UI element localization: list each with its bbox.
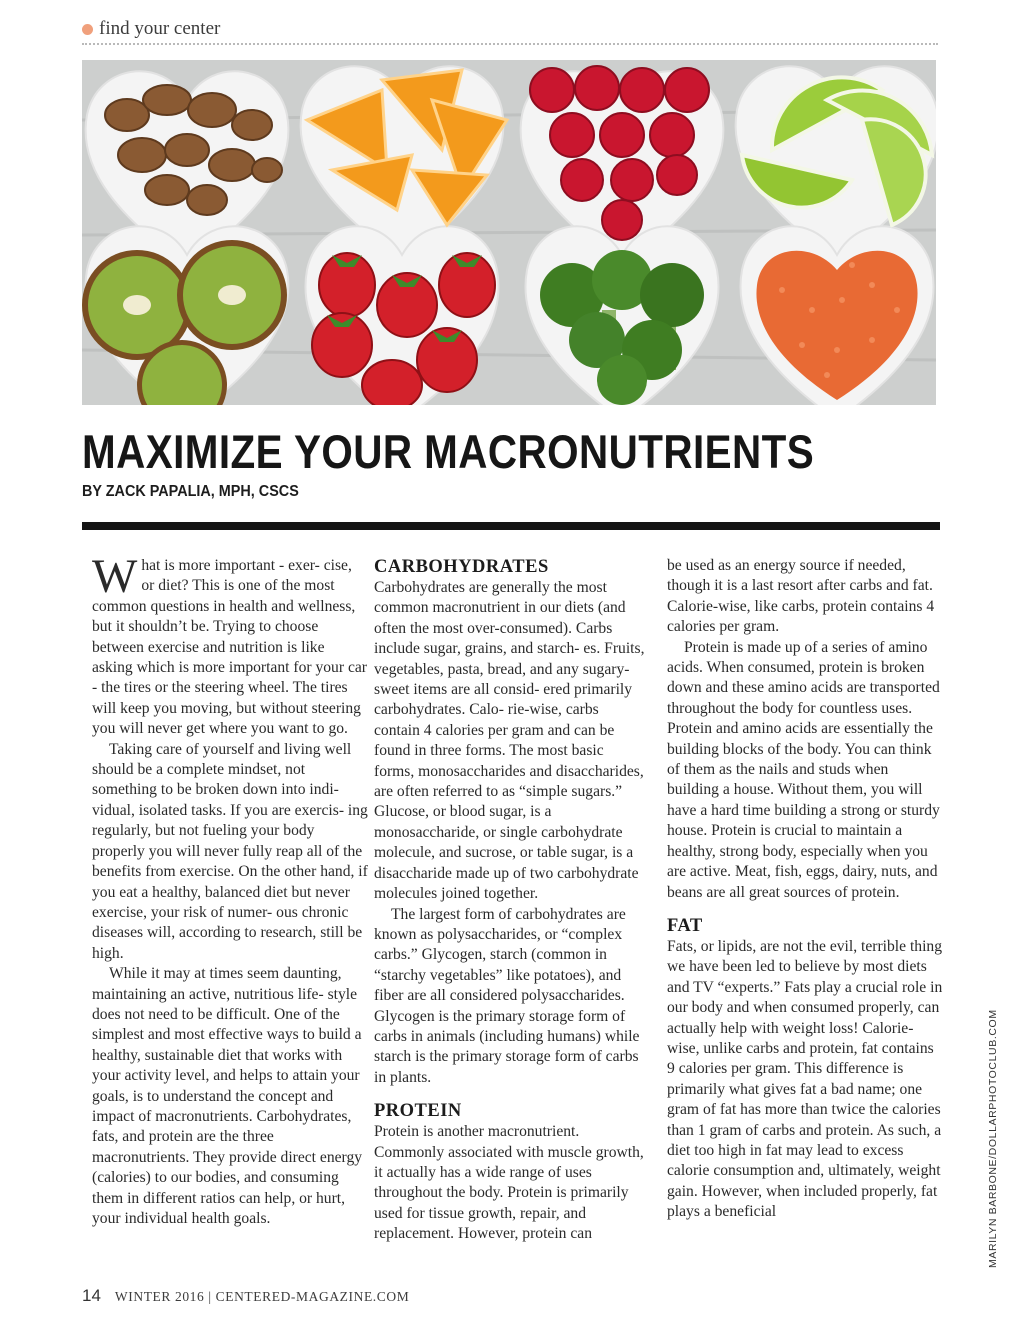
headline-divider bbox=[82, 522, 940, 530]
dotted-divider bbox=[82, 43, 938, 45]
drop-cap: W bbox=[92, 550, 138, 603]
article-column-1 bbox=[92, 550, 368, 1229]
body-paragraph: Protein is another macronutrient. Commonly associated with muscle growth, it actually has a wide range of uses throughout the body. Protein is primarily used for tissue growth, repair, and replacement. However, protein can bbox=[374, 1123, 644, 1243]
section-label: find your center bbox=[99, 18, 221, 39]
body-paragraph: While it may at times seem daunting, maintaining an active, nutritious life- style does not need to be difficult. One of the simplest and most effective ways to build a healthy, sustainable diet that works with your activity level, and helps to attain your goals, is to understand the concept and impact of macronutrients. Carbohydrates, fats, and protein are the three macronutrients. They provide direct energy (calories) to our bodies, and consuming them in different ratios can help, or hurt, your individual health goals. bbox=[92, 965, 363, 1227]
issue-info: WINTER 2016 | CENTERED-MAGAZINE.COM bbox=[114, 1289, 410, 1304]
body-paragraph: Protein is made up of a series of amino acids. When consumed, protein is broken down and these amino acids are transported throughout the body for countless uses. Protein and amino acids are essentially the building blocks of the body. You can think of them as the nails and studs when building a house. Without them, you will have a hard time building a strong or sturdy house. Protein is crucial to maintain a healthy, strong body, especially when you are active. Meat, fish, eggs, dairy, nuts, and beans are all great sources of protein. bbox=[667, 638, 940, 901]
section-tag bbox=[82, 18, 220, 40]
section-heading-carbohydrates: CARBOHYDRATES bbox=[374, 557, 549, 577]
body-paragraph: Taking care of yourself and living well should be a complete mindset, not something to be broken down into indi- vidual, isolated tasks. If you are exercis- ing regularly, but not fueling your body properly you will never fully reap all of the benefits from exercise. On the other hand, if you eat a healthy, balanced diet but never exercise, your risk of numer- ous chronic diseases will, according to research, still be high. bbox=[92, 740, 368, 962]
body-paragraph: be used as an energy source if needed, though it is a last resort after carbs and fat. Calorie-wise, like carbs, protein contains 4 calories per gram. bbox=[667, 557, 935, 636]
page-footer bbox=[82, 1286, 409, 1306]
article-column-2 bbox=[374, 556, 646, 1245]
section-heading-protein: PROTEIN bbox=[374, 1101, 462, 1122]
intro-paragraph: What is more important - exer- cise, or diet? This is one of the most common questions in health and wellness, but it shouldn’t be. Trying to choose between exercise and nutrition is like asking which is more important for your car - the tires or the steering wheel. The tires will keep you moving, but without steering you will never get where you want to go. bbox=[92, 550, 367, 738]
page-number: 14 bbox=[82, 1286, 101, 1305]
section-heading-fat: FAT bbox=[667, 915, 703, 936]
article-headline: MAXIMIZE YOUR MACRONUTRIENTS bbox=[82, 425, 815, 478]
hero-photo bbox=[82, 60, 936, 405]
body-paragraph: Fats, or lipids, are not the evil, terrible thing we have been led to believe by most diets and TV “experts.” Fats play a crucial role in our body and when consumed properly, can actually help with weight loss! Calorie-wise, unlike carbs and protein, fat contains 9 calories per gram. This difference is primarily what gives fat a bad name; one gram of fat has more than twice the calories than 1 gram of carbs and protein. As such, a diet too high in fat may lead to excess calorie consumption and, ultimately, weight gain. However, when included properly, fat plays a beneficial bbox=[667, 937, 943, 1221]
article-column-3 bbox=[667, 556, 943, 1223]
article-byline: BY ZACK PAPALIA, MPH, CSCS bbox=[82, 483, 299, 500]
heart-bowls-photo-icon bbox=[82, 60, 936, 405]
bullet-dot-icon bbox=[82, 24, 93, 35]
photo-credit: MARILYN BARBONE/DOLLARPHOTOCLUB.COM bbox=[987, 1009, 999, 1268]
body-paragraph: Carbohydrates are generally the most common macronutrient in our diets (and often the most over-consumed). Carbs include sugar, grains, and starch- es. Fruits, vegetables, pasta, bread, and any sugary-sweet items are all consid- ered primarily carbohydrates. Calo- rie-wise, carbs contain 4 calories per gram and can be found in three forms. The most basic forms, monosaccharides and disaccharides, are often referred to as “simple sugars.” Glucose, or blood sugar, is a monosaccharide, or single carbohydrate molecule, and sucrose, or table sugar, is a disaccharide made up of two carbohydrate molecules joined together. bbox=[374, 579, 645, 903]
body-paragraph: The largest form of carbohydrates are known as polysaccharides, or “complex carbs.” Glycogen, starch (common in “starchy vegetables” like potatoes), and fiber are all considered polysaccharides. Glycogen is the primary storage form of carbs in animals (including humans) while starch is the primary storage form of carbs in plants. bbox=[374, 905, 640, 1086]
